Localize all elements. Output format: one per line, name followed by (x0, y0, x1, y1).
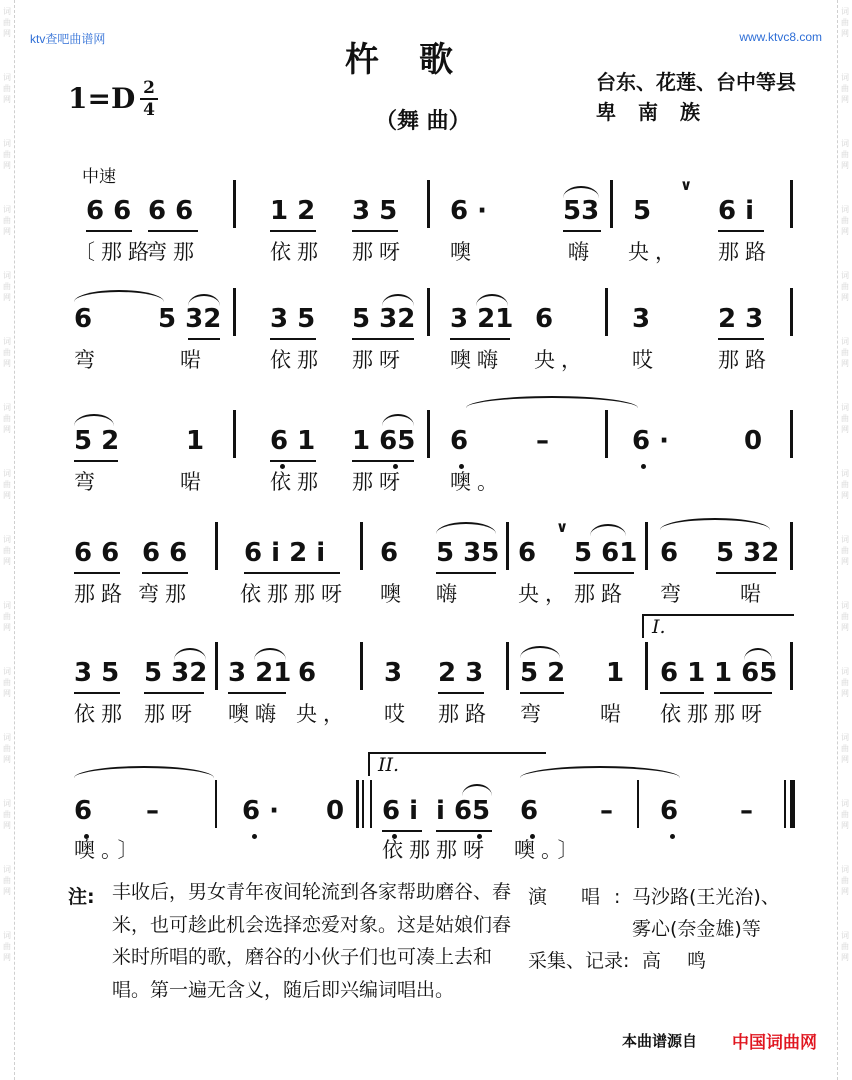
underline (244, 572, 340, 574)
note-group: 6 (518, 538, 537, 568)
note-group: 5 2 (74, 426, 120, 456)
edge-watermark-char: 词 (841, 535, 849, 544)
barline (427, 288, 430, 336)
edge-watermark-char: 曲 (841, 480, 849, 489)
edge-watermark-char: 曲 (3, 480, 11, 489)
edge-watermark-char: 词 (841, 931, 849, 940)
edge-watermark-char: 曲 (841, 348, 849, 357)
edge-watermark-char: 曲 (3, 744, 11, 753)
note-group: 6 · (450, 196, 488, 226)
edge-watermark-char: 网 (3, 95, 11, 104)
edge-watermark-char: 词 (841, 337, 849, 346)
note-group: 6 (660, 796, 679, 826)
lyric: 弯 (74, 470, 101, 494)
footer-source: 本曲谱源自 (622, 1032, 698, 1050)
note-group: 6 (74, 796, 93, 826)
note-group: 6 i (382, 796, 419, 826)
edge-watermark-char: 词 (3, 139, 11, 148)
lyric: 央， (628, 240, 682, 264)
slur (476, 294, 508, 306)
note-group: 2 3 (438, 658, 484, 688)
lyric: 〔那路 (74, 240, 155, 264)
edge-watermark-char: 曲 (841, 84, 849, 93)
final-barline (790, 780, 795, 828)
origin-ethnic-group: 卑南族 (596, 100, 722, 124)
singers-line-2: 雾心(奈金雄)等 (632, 918, 761, 940)
note-group: 1 65 (352, 426, 416, 456)
edge-watermark-char: 网 (3, 227, 11, 236)
watermark-right: www.ktvc8.com (739, 30, 822, 44)
slur (74, 766, 214, 778)
lyric: 那呀 (144, 702, 198, 726)
note-group: 6 6 (142, 538, 188, 568)
lyric: 嗨 (568, 240, 595, 264)
edge-watermark-char: 网 (841, 755, 849, 764)
underline (352, 460, 414, 462)
note-group: 5 2 (520, 658, 566, 688)
slur (254, 648, 286, 660)
edge-watermark-group (838, 726, 852, 792)
edge-watermark-char: 网 (841, 227, 849, 236)
note-group: – (600, 796, 613, 826)
lyric: 噢嗨 (228, 702, 282, 726)
edge-watermark-char: 曲 (3, 282, 11, 291)
barline (645, 642, 648, 690)
edge-watermark-char: 曲 (3, 84, 11, 93)
edge-watermark-char: 曲 (3, 678, 11, 687)
note-group: 6 (520, 796, 539, 826)
barline (215, 642, 218, 690)
volta-bracket-2 (368, 752, 546, 776)
edge-watermark-char: 词 (3, 73, 11, 82)
note-group: 6 · (632, 426, 670, 456)
edge-watermark-char: 词 (841, 7, 849, 16)
edge-watermark-char: 曲 (3, 546, 11, 555)
note-group: 6 (380, 538, 399, 568)
note-group: 5 32 (352, 304, 416, 334)
lyric: 那路 (718, 348, 772, 372)
edge-watermark-char: 网 (841, 821, 849, 830)
note-group: 6 i (718, 196, 755, 226)
edge-watermark-char: 词 (841, 667, 849, 676)
underline (718, 230, 764, 232)
note-group: 6 6 (74, 538, 120, 568)
lyric: 噢嗨 (450, 348, 504, 372)
barline (645, 522, 648, 570)
breath-mark: ∨ (680, 176, 693, 194)
lyric: 那呀 (352, 470, 406, 494)
underline (574, 572, 634, 574)
edge-watermark-char: 网 (3, 821, 11, 830)
edge-watermark-char: 曲 (3, 216, 11, 225)
edge-watermark-char: 曲 (841, 216, 849, 225)
edge-watermark-char: 网 (841, 425, 849, 434)
underline (660, 692, 704, 694)
edge-watermark-char: 曲 (841, 876, 849, 885)
edge-watermark-char: 词 (841, 139, 849, 148)
note-group: 3 5 (74, 658, 120, 688)
edge-watermark-char: 网 (841, 953, 849, 962)
edge-watermark-char: 曲 (841, 744, 849, 753)
lyric: 噢 (380, 582, 407, 606)
collector-label: 采集、记录: (528, 950, 630, 972)
edge-watermark-char: 曲 (3, 810, 11, 819)
underline (382, 830, 422, 832)
final-barline (784, 780, 786, 828)
edge-watermark-char: 词 (841, 205, 849, 214)
edge-watermark-group (0, 924, 14, 990)
barline (506, 522, 509, 570)
edge-watermark-char: 词 (841, 73, 849, 82)
slur (563, 186, 599, 198)
edge-watermark-char: 网 (841, 95, 849, 104)
lyric: 那路 (438, 702, 492, 726)
slur (382, 414, 414, 426)
edge-watermark-char: 词 (841, 469, 849, 478)
edge-watermark-char: 网 (841, 557, 849, 566)
slur (744, 648, 772, 660)
lyric: 依那 (270, 470, 324, 494)
edge-watermark-char: 词 (3, 865, 11, 874)
edge-watermark-char: 曲 (3, 942, 11, 951)
watermark-left: ktv查吧曲谱网 (30, 32, 106, 46)
note-group: 5 61 (574, 538, 638, 568)
lyric: 弯 (74, 348, 101, 372)
lyric: 那呀 (352, 348, 406, 372)
underline (74, 572, 120, 574)
underline (450, 338, 510, 340)
edge-watermark-char: 网 (841, 359, 849, 368)
edge-watermark-group (838, 132, 852, 198)
edge-watermark-char: 网 (841, 689, 849, 698)
edge-watermark-char: 词 (841, 403, 849, 412)
edge-watermark-char: 词 (3, 799, 11, 808)
volta-label: II. (378, 754, 400, 776)
underline (144, 692, 204, 694)
note-label: 注: (68, 886, 95, 908)
edge-watermark-char: 词 (841, 799, 849, 808)
note-group: 5 35 (436, 538, 500, 568)
underline (436, 572, 496, 574)
note-group: 1 65 (714, 658, 778, 688)
barline (506, 642, 509, 690)
underline (438, 692, 484, 694)
barline (790, 410, 793, 458)
edge-watermark-char: 词 (3, 535, 11, 544)
time-signature (140, 78, 158, 120)
lyric: 噢 (450, 240, 477, 264)
edge-watermark-char: 曲 (841, 546, 849, 555)
lyric: 哎 (632, 348, 659, 372)
note-group: 6 1 (660, 658, 706, 688)
slur (74, 290, 164, 302)
edge-watermark-char: 曲 (841, 678, 849, 687)
note-group: 3 21 (450, 304, 514, 334)
edge-watermark-group (838, 858, 852, 924)
lyric: 噢。〕 (74, 838, 145, 862)
lyric: 噢。〕 (514, 838, 585, 862)
barline (790, 180, 793, 228)
edge-watermark-char: 词 (3, 205, 11, 214)
note-group: 6 (660, 538, 679, 568)
edge-watermark-char: 曲 (3, 414, 11, 423)
edge-watermark-char: 词 (841, 601, 849, 610)
barline (233, 180, 236, 228)
note-group: 1 (186, 426, 205, 456)
underline (436, 830, 492, 832)
edge-watermark-char: 词 (3, 667, 11, 676)
edge-watermark-char: 网 (841, 161, 849, 170)
edge-watermark-char: 曲 (3, 348, 11, 357)
repeat-barline (362, 780, 364, 828)
edge-watermark-char: 词 (3, 931, 11, 940)
underline (520, 692, 564, 694)
edge-watermark-char: 曲 (841, 150, 849, 159)
underline (148, 230, 198, 232)
edge-watermark-char: 网 (841, 293, 849, 302)
lyric: 那路 (74, 582, 128, 606)
lyric: 依那那呀 (660, 702, 768, 726)
slur (660, 518, 770, 530)
slur (436, 522, 496, 534)
edge-watermark-char: 网 (3, 557, 11, 566)
note-group: – (536, 426, 549, 456)
singers-line-1: 马沙路(王光治)、 (632, 886, 780, 908)
underline (74, 692, 120, 694)
lyric: 弯那 (138, 582, 192, 606)
lyric: 嗨 (436, 582, 463, 606)
note-group: 6 i 2 i (244, 538, 326, 568)
edge-watermark-char: 网 (3, 887, 11, 896)
time-signature-bottom: 4 (143, 100, 155, 120)
underline (142, 572, 188, 574)
lyric: 啱 (600, 702, 627, 726)
note-group: 6 (535, 304, 554, 334)
note-group: 3 5 (352, 196, 398, 226)
underline (86, 230, 132, 232)
barline (790, 288, 793, 336)
lyric: 啱 (180, 470, 207, 494)
note-group: 5 32 (144, 658, 208, 688)
breath-mark: ∨ (556, 518, 569, 536)
note-group: 3 21 (228, 658, 292, 688)
repeat-barline (356, 780, 359, 828)
edge-watermark-char: 网 (3, 491, 11, 500)
edge-watermark-char: 曲 (841, 18, 849, 27)
note-text: 丰收后，男女青年夜间轮流到各家帮助磨谷、舂米，也可趁此机会选择恋爱对象。这是姑娘们舂米时所唱的歌，磨谷的小伙子们也可凑上去和唱。第一遍无含义，随后即兴编词唱出。 (112, 881, 512, 1001)
edge-watermark-char: 网 (841, 623, 849, 632)
edge-watermark-char: 网 (3, 293, 11, 302)
barline (637, 780, 639, 828)
underline (714, 692, 772, 694)
underline (352, 338, 414, 340)
repeat-barline (370, 780, 372, 828)
edge-watermark-char: 曲 (3, 150, 11, 159)
lyric: 啱 (180, 348, 207, 372)
note-group: 6 (298, 658, 317, 688)
volta-bracket-1 (642, 614, 794, 638)
edge-watermark-char: 曲 (841, 942, 849, 951)
barline (233, 288, 236, 336)
edge-watermark-char: 网 (3, 953, 11, 962)
lyric: 央， (534, 348, 588, 372)
underline (563, 230, 601, 232)
lyric: 那路 (718, 240, 772, 264)
key-signature: 1=D (68, 82, 136, 115)
lyric: 依那 (74, 702, 128, 726)
edge-watermark-group (838, 66, 852, 132)
barline (215, 780, 217, 828)
volta-label: I. (652, 616, 666, 638)
note-group: 6 · (242, 796, 280, 826)
underline (188, 338, 220, 340)
edge-watermark-char: 词 (3, 733, 11, 742)
slur (382, 294, 414, 306)
edge-watermark-group (0, 0, 14, 66)
footer-site-link[interactable]: 中国词曲网 (732, 1033, 817, 1053)
slur (520, 646, 560, 658)
edge-watermark-char: 网 (3, 359, 11, 368)
edge-watermark-char: 曲 (3, 612, 11, 621)
barline (360, 522, 363, 570)
edge-watermark-char: 网 (3, 755, 11, 764)
lyric: 弯那 (146, 240, 200, 264)
song-title: 杵歌 (345, 40, 493, 80)
barline (610, 180, 613, 228)
lyric: 央， (518, 582, 572, 606)
underline (74, 460, 118, 462)
note-group: 0 (326, 796, 345, 826)
lyric: 哎 (384, 702, 411, 726)
slur (590, 524, 626, 536)
note-group: 1 2 (270, 196, 316, 226)
song-subtitle: （舞 曲） (375, 108, 471, 134)
note-group: 3 (632, 304, 651, 334)
edge-watermark-group (0, 726, 14, 792)
slur (188, 294, 220, 306)
edge-watermark-char: 曲 (841, 414, 849, 423)
barline (233, 410, 236, 458)
note-group: 5 (633, 196, 652, 226)
edge-watermark-char: 词 (3, 337, 11, 346)
underline (270, 230, 316, 232)
note-group: 53 (563, 196, 600, 226)
note-group: 6 6 (148, 196, 194, 226)
edge-watermark-char: 网 (841, 29, 849, 38)
edge-watermark-group (0, 66, 14, 132)
edge-watermark-char: 网 (3, 425, 11, 434)
edge-watermark-char: 网 (3, 689, 11, 698)
singer-label: 演 唱: (528, 886, 635, 908)
edge-watermark-char: 词 (841, 865, 849, 874)
edge-watermark-char: 网 (3, 29, 11, 38)
time-signature-top: 2 (143, 78, 155, 98)
barline (427, 180, 430, 228)
edge-watermark-char: 曲 (841, 810, 849, 819)
note-group: 5 32 (716, 538, 780, 568)
barline (427, 410, 430, 458)
lyric: 依那 (270, 240, 324, 264)
barline (790, 522, 793, 570)
lyric: 依那 (270, 348, 324, 372)
edge-watermark-char: 词 (3, 271, 11, 280)
edge-watermark-char: 曲 (3, 18, 11, 27)
note-group: 0 (744, 426, 763, 456)
barline (215, 522, 218, 570)
slur (462, 784, 492, 796)
barline (605, 288, 608, 336)
collector-name: 高 鸣 (642, 950, 717, 972)
note-group: 5 32 (158, 304, 222, 334)
barline (605, 410, 608, 458)
edge-watermark-char: 网 (3, 161, 11, 170)
lyric: 那路 (574, 582, 628, 606)
lyric: 依那那呀 (382, 838, 490, 862)
note-group: 1 (606, 658, 625, 688)
note-group: 6 6 (86, 196, 132, 226)
note-group: – (146, 796, 159, 826)
underline (228, 692, 286, 694)
note-group: 3 5 (270, 304, 316, 334)
lyric: 那呀 (352, 240, 406, 264)
underline (270, 338, 316, 340)
edge-watermark-char: 曲 (841, 282, 849, 291)
underline (352, 230, 398, 232)
edge-watermark-char: 词 (3, 469, 11, 478)
edge-watermark-char: 网 (841, 887, 849, 896)
underline (716, 572, 776, 574)
lyric: 央， (296, 702, 350, 726)
edge-watermark-group (838, 0, 852, 66)
barline (360, 642, 363, 690)
edge-watermark-char: 曲 (841, 612, 849, 621)
edge-watermark-char: 曲 (3, 876, 11, 885)
edge-watermark-char: 词 (3, 403, 11, 412)
origin-region: 台东、花莲、台中等县 (596, 70, 796, 94)
edge-watermark-char: 词 (3, 601, 11, 610)
slur (174, 648, 206, 660)
note-group: – (740, 796, 753, 826)
edge-watermark-char: 词 (3, 7, 11, 16)
note-group: 6 1 (270, 426, 316, 456)
note-group: 6 (74, 304, 93, 334)
note-group: 2 3 (718, 304, 764, 334)
barline (790, 642, 793, 690)
edge-watermark-group (838, 924, 852, 990)
slur (74, 414, 114, 426)
note-group: 3 (384, 658, 403, 688)
lyric: 噢。 (450, 470, 504, 494)
lyric: 弯 (660, 582, 687, 606)
lyric: 啱 (740, 582, 767, 606)
edge-watermark-char: 词 (841, 733, 849, 742)
lyric: 弯 (520, 702, 547, 726)
edge-watermark-group (0, 858, 14, 924)
note-group: i 65 (436, 796, 491, 826)
edge-watermark-char: 网 (3, 623, 11, 632)
note-group: 6 (450, 426, 469, 456)
tempo-marking: 中速 (82, 167, 116, 187)
underline (718, 338, 764, 340)
lyric: 依那那呀 (240, 582, 348, 606)
edge-watermark-char: 词 (841, 271, 849, 280)
edge-watermark-char: 网 (841, 491, 849, 500)
slur (466, 396, 638, 408)
edge-watermark-group (0, 132, 14, 198)
underline (270, 460, 316, 462)
